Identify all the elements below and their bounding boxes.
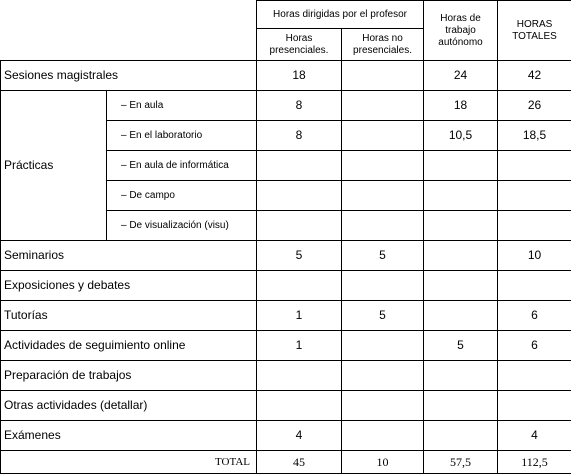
cell-aula-nopres <box>342 91 424 121</box>
cell-seminarios-nopres: 5 <box>342 241 424 271</box>
cell-campo-nopres <box>342 181 424 211</box>
total-row <box>1 451 571 474</box>
cell-sesiones-nopres <box>342 61 424 91</box>
cell-sesiones-total: 42 <box>498 61 571 91</box>
cell-examenes-nopres <box>342 421 424 451</box>
cell-otras-nopres <box>342 391 424 421</box>
cell-tutorias-pres: 1 <box>257 301 342 331</box>
row-label-campo: – De campo <box>107 181 257 211</box>
row-label-seminarios: Seminarios <box>1 241 257 271</box>
cell-preparacion-auto <box>424 361 498 391</box>
cell-informatica-nopres <box>342 151 424 181</box>
total-nopres: 10 <box>342 451 424 474</box>
row-label-examenes: Exámenes <box>1 421 257 451</box>
table-row <box>1 91 571 121</box>
table-row <box>1 361 571 391</box>
row-label-sesiones: Sesiones magistrales <box>1 61 257 91</box>
row-label-tutorias: Tutorías <box>1 301 257 331</box>
header-group-profesor: Horas dirigidas por el profesor <box>257 1 424 29</box>
cell-tutorias-total: 6 <box>498 301 571 331</box>
cell-seguimiento-total: 6 <box>498 331 571 361</box>
row-label-aula: – En aula <box>107 91 257 121</box>
table-row <box>1 241 571 271</box>
cell-aula-pres: 8 <box>257 91 342 121</box>
cell-preparacion-pres <box>257 361 342 391</box>
table-row <box>1 331 571 361</box>
cell-seguimiento-nopres <box>342 331 424 361</box>
cell-seguimiento-auto: 5 <box>424 331 498 361</box>
cell-preparacion-nopres <box>342 361 424 391</box>
header-autonomo: Horas de trabajo autónomo <box>424 1 498 61</box>
row-label-exposiciones: Exposiciones y debates <box>1 271 257 301</box>
cell-laboratorio-nopres <box>342 121 424 151</box>
cell-visualizacion-nopres <box>342 211 424 241</box>
total-auto: 57,5 <box>424 451 498 474</box>
cell-aula-auto: 18 <box>424 91 498 121</box>
table-row <box>1 271 571 301</box>
cell-visualizacion-auto <box>424 211 498 241</box>
cell-exposiciones-auto <box>424 271 498 301</box>
cell-tutorias-auto <box>424 301 498 331</box>
table-row <box>1 301 571 331</box>
row-label-seguimiento: Actividades de seguimiento online <box>1 331 257 361</box>
cell-seminarios-total: 10 <box>498 241 571 271</box>
cell-campo-total <box>498 181 571 211</box>
cell-sesiones-pres: 18 <box>257 61 342 91</box>
cell-exposiciones-pres <box>257 271 342 301</box>
cell-seguimiento-pres: 1 <box>257 331 342 361</box>
table-row <box>1 421 571 451</box>
cell-laboratorio-pres: 8 <box>257 121 342 151</box>
total-pres: 45 <box>257 451 342 474</box>
cell-campo-pres <box>257 181 342 211</box>
row-label-laboratorio: – En el laboratorio <box>107 121 257 151</box>
cell-campo-auto <box>424 181 498 211</box>
row-label-practicas: Prácticas <box>1 91 107 241</box>
table-row <box>1 61 571 91</box>
total-total: 112,5 <box>498 451 571 474</box>
cell-informatica-pres <box>257 151 342 181</box>
cell-laboratorio-total: 18,5 <box>498 121 571 151</box>
cell-examenes-auto <box>424 421 498 451</box>
row-label-visualizacion: – De visualización (visu) <box>107 211 257 241</box>
cell-laboratorio-auto: 10,5 <box>424 121 498 151</box>
header-totales: HORAS TOTALES <box>498 1 571 61</box>
total-label: TOTAL <box>1 451 257 474</box>
header-presenciales: Horas presenciales. <box>257 29 342 61</box>
header-no-presenciales: Horas no presenciales. <box>342 29 424 61</box>
cell-seminarios-pres: 5 <box>257 241 342 271</box>
cell-examenes-pres: 4 <box>257 421 342 451</box>
cell-exposiciones-nopres <box>342 271 424 301</box>
row-label-informatica: – En aula de informática <box>107 151 257 181</box>
cell-examenes-total: 4 <box>498 421 571 451</box>
cell-aula-total: 26 <box>498 91 571 121</box>
table-row <box>1 391 571 421</box>
cell-sesiones-auto: 24 <box>424 61 498 91</box>
cell-otras-total <box>498 391 571 421</box>
cell-informatica-total <box>498 151 571 181</box>
cell-otras-pres <box>257 391 342 421</box>
row-label-otras: Otras actividades (detallar) <box>1 391 257 421</box>
row-label-preparacion: Preparación de trabajos <box>1 361 257 391</box>
cell-informatica-auto <box>424 151 498 181</box>
cell-preparacion-total <box>498 361 571 391</box>
cell-seminarios-auto <box>424 241 498 271</box>
cell-exposiciones-total <box>498 271 571 301</box>
header-empty-corner <box>1 1 257 61</box>
cell-visualizacion-pres <box>257 211 342 241</box>
cell-otras-auto <box>424 391 498 421</box>
cell-visualizacion-total <box>498 211 571 241</box>
cell-tutorias-nopres: 5 <box>342 301 424 331</box>
